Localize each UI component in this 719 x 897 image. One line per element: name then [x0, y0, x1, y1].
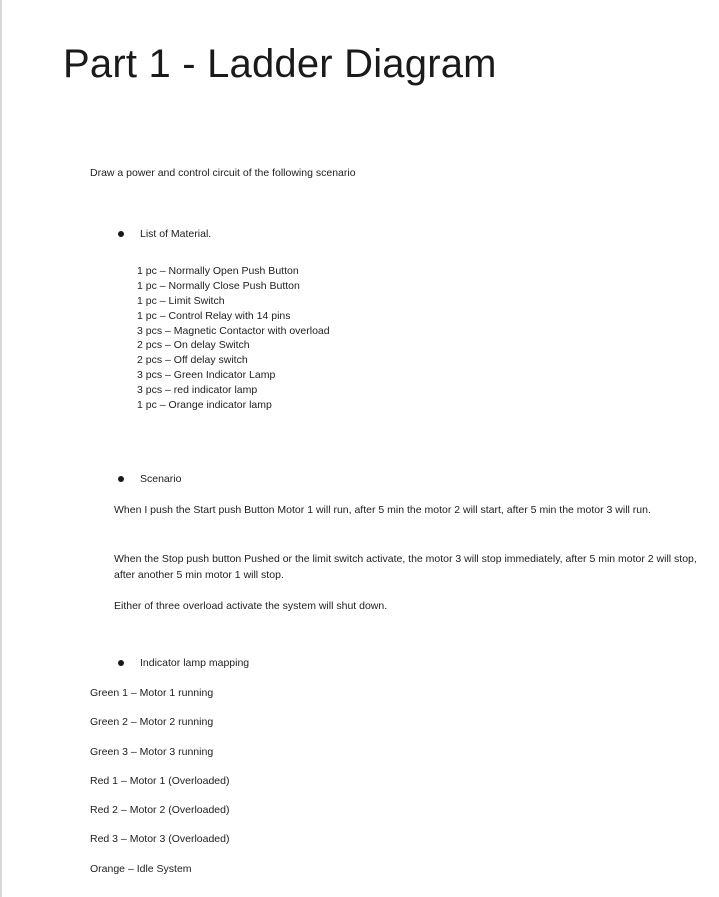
page-edge-divider: [0, 0, 2, 897]
scenario-paragraph: Either of three overload activate the system will shut down.: [114, 600, 388, 612]
scenario-paragraph: When the Stop push button Pushed or the limit switch activate, the motor 3 will stop immediately, after 5 min motor 2 will stop, after another 5 min motor 1 will stop.: [114, 553, 697, 581]
list-item: 3 pcs – Green Indicator Lamp: [137, 369, 276, 382]
scenario-bullet: [118, 472, 181, 486]
list-item: 1 pc – Limit Switch: [137, 294, 225, 307]
mapping-heading: Indicator lamp mapping: [140, 657, 250, 669]
bullet-icon: [118, 660, 124, 666]
list-item: Red 2 – Motor 2 (Overloaded): [90, 804, 230, 817]
materials-bullet: [118, 227, 211, 241]
bullet-icon: [118, 231, 124, 237]
list-item: Green 2 – Motor 2 running: [90, 716, 214, 729]
materials-list: [137, 264, 330, 413]
scenario-paragraph: When I push the Start push Button Motor 1 will run, after 5 min the motor 2 will start, after 5 min the motor 3 will run.: [114, 504, 651, 516]
list-item: 3 pcs – red indicator lamp: [137, 384, 258, 397]
list-item: Red 1 – Motor 1 (Overloaded): [90, 774, 230, 787]
list-item: Green 3 – Motor 3 running: [90, 745, 214, 758]
mapping-list: [90, 686, 229, 891]
list-item: 1 pc – Normally Close Push Button: [137, 279, 300, 292]
page-title: Part 1 - Ladder Diagram: [63, 42, 497, 86]
mapping-bullet: [118, 656, 249, 670]
bullet-icon: [118, 476, 124, 482]
list-item: 1 pc – Normally Open Push Button: [137, 265, 299, 277]
list-item: 1 pc – Control Relay with 14 pins: [137, 309, 291, 322]
list-item: Orange – Idle System: [90, 862, 192, 875]
intro-text: Draw a power and control circuit of the following scenario: [90, 167, 356, 179]
list-item: 3 pcs – Magnetic Contactor with overload: [137, 324, 330, 337]
list-item: 2 pcs – Off delay switch: [137, 354, 248, 367]
list-item: 2 pcs – On delay Switch: [137, 339, 250, 352]
materials-heading: List of Material.: [140, 228, 212, 240]
list-item: Green 1 – Motor 1 running: [90, 687, 214, 699]
scenario-heading: Scenario: [140, 473, 182, 485]
list-item: 1 pc – Orange indicator lamp: [137, 399, 272, 412]
list-item: Red 3 – Motor 3 (Overloaded): [90, 833, 230, 846]
